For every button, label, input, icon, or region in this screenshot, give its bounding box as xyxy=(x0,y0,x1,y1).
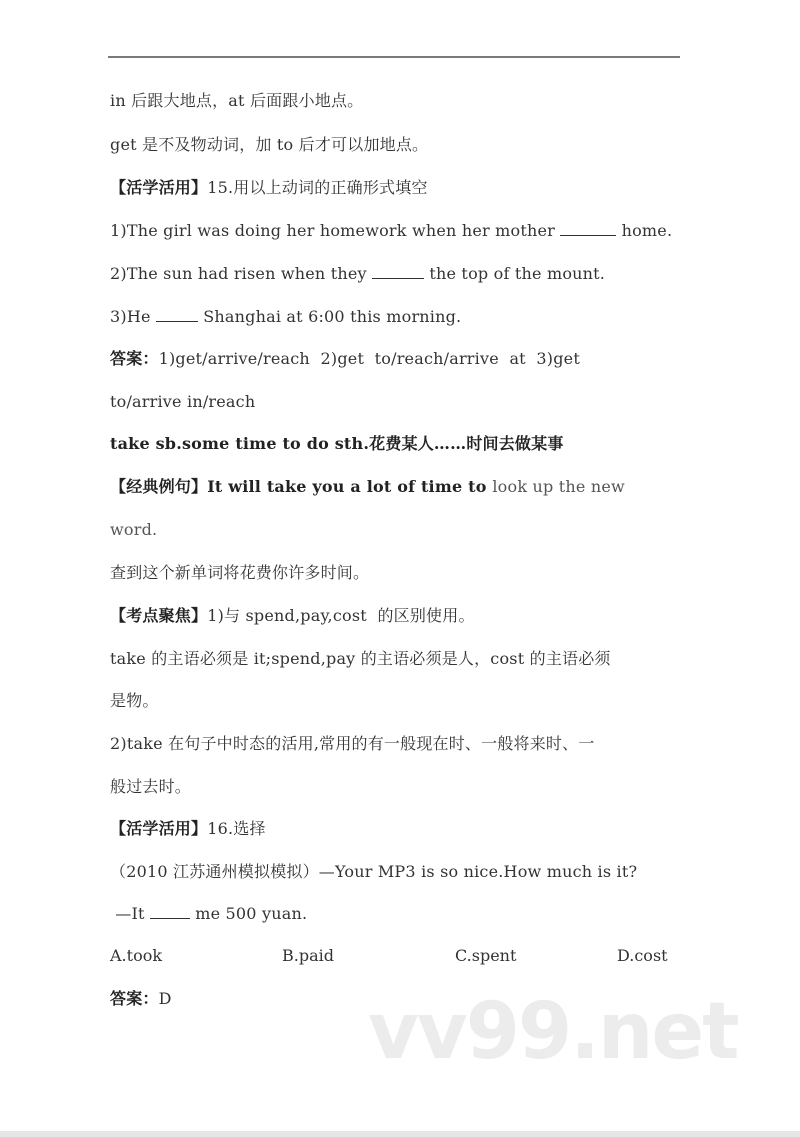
section-text: 1)与 spend,pay,cost 的区别使用。 xyxy=(207,606,475,625)
watermark: vv99.net xyxy=(368,987,738,1077)
section-tag: 【考点聚焦】 xyxy=(110,606,208,625)
option-a: A.took xyxy=(110,946,163,965)
text: me 500 yuan. xyxy=(189,904,308,923)
text-line: 般过去时。 xyxy=(110,777,192,796)
section-tag: 【经典例句】 xyxy=(110,477,208,496)
exercise-line xyxy=(110,264,605,284)
example-line xyxy=(110,477,625,497)
question-line: （2010 江苏通州模拟模拟）—Your MP3 is so nice.How much is it? xyxy=(110,862,638,881)
header-rule xyxy=(108,56,680,58)
example-bold: It will take you a lot of time to xyxy=(207,477,493,496)
fill-blank xyxy=(150,904,190,919)
text: 1)The girl was doing her homework when her mother xyxy=(110,221,561,240)
translation-line: 查到这个新单词将花费你许多时间。 xyxy=(110,563,370,582)
section-heading xyxy=(110,606,475,626)
section-heading xyxy=(110,178,428,198)
text: home. xyxy=(616,221,673,240)
answer-line xyxy=(110,989,172,1009)
fill-blank xyxy=(156,307,198,322)
text-line: in 后跟大地点，at 后面跟小地点。 xyxy=(110,91,364,110)
answer-label: 答案： xyxy=(110,349,159,368)
text-line: 2)take 在句子中时态的活用,常用的有一般现在时、一般将来时、一 xyxy=(110,734,595,753)
text: —It xyxy=(110,904,150,923)
fill-blank xyxy=(372,264,424,279)
text-line: get 是不及物动词，加 to 后才可以加地点。 xyxy=(110,135,429,154)
section-text: 15.用以上动词的正确形式填空 xyxy=(207,178,428,197)
text-line: take 的主语必须是 it;spend,pay 的主语必须是人，cost 的主语必须 xyxy=(110,649,611,668)
answer-line xyxy=(110,349,580,369)
example-rest: look up the new xyxy=(492,477,625,496)
text: the top of the mount. xyxy=(424,264,606,283)
phrase-heading: take sb.some time to do sth.花费某人……时间去做某事 xyxy=(110,434,564,453)
text: 3)He xyxy=(110,307,156,326)
text-line: 是物。 xyxy=(110,691,159,710)
section-tag: 【活学活用】 xyxy=(110,178,208,197)
text: 2)The sun had risen when they xyxy=(110,264,373,283)
option-c: C.spent xyxy=(455,946,517,965)
answer-text: D xyxy=(158,989,172,1008)
answer-line: to/arrive in/reach xyxy=(110,392,256,411)
section-heading xyxy=(110,819,266,839)
question-line xyxy=(110,904,307,924)
section-tag: 【活学活用】 xyxy=(110,819,208,838)
page-bottom-edge xyxy=(0,1131,800,1137)
section-text: 16.选择 xyxy=(207,819,266,838)
exercise-line xyxy=(110,221,672,241)
option-d: D.cost xyxy=(617,946,668,965)
text: Shanghai at 6:00 this morning. xyxy=(197,307,462,326)
text-line: word. xyxy=(110,520,158,539)
option-b: B.paid xyxy=(282,946,334,965)
answer-label: 答案： xyxy=(110,989,159,1008)
answer-text: 1)get/arrive/reach 2)get to/reach/arrive at 3)get xyxy=(158,349,580,368)
fill-blank xyxy=(560,221,616,236)
exercise-line xyxy=(110,307,461,327)
